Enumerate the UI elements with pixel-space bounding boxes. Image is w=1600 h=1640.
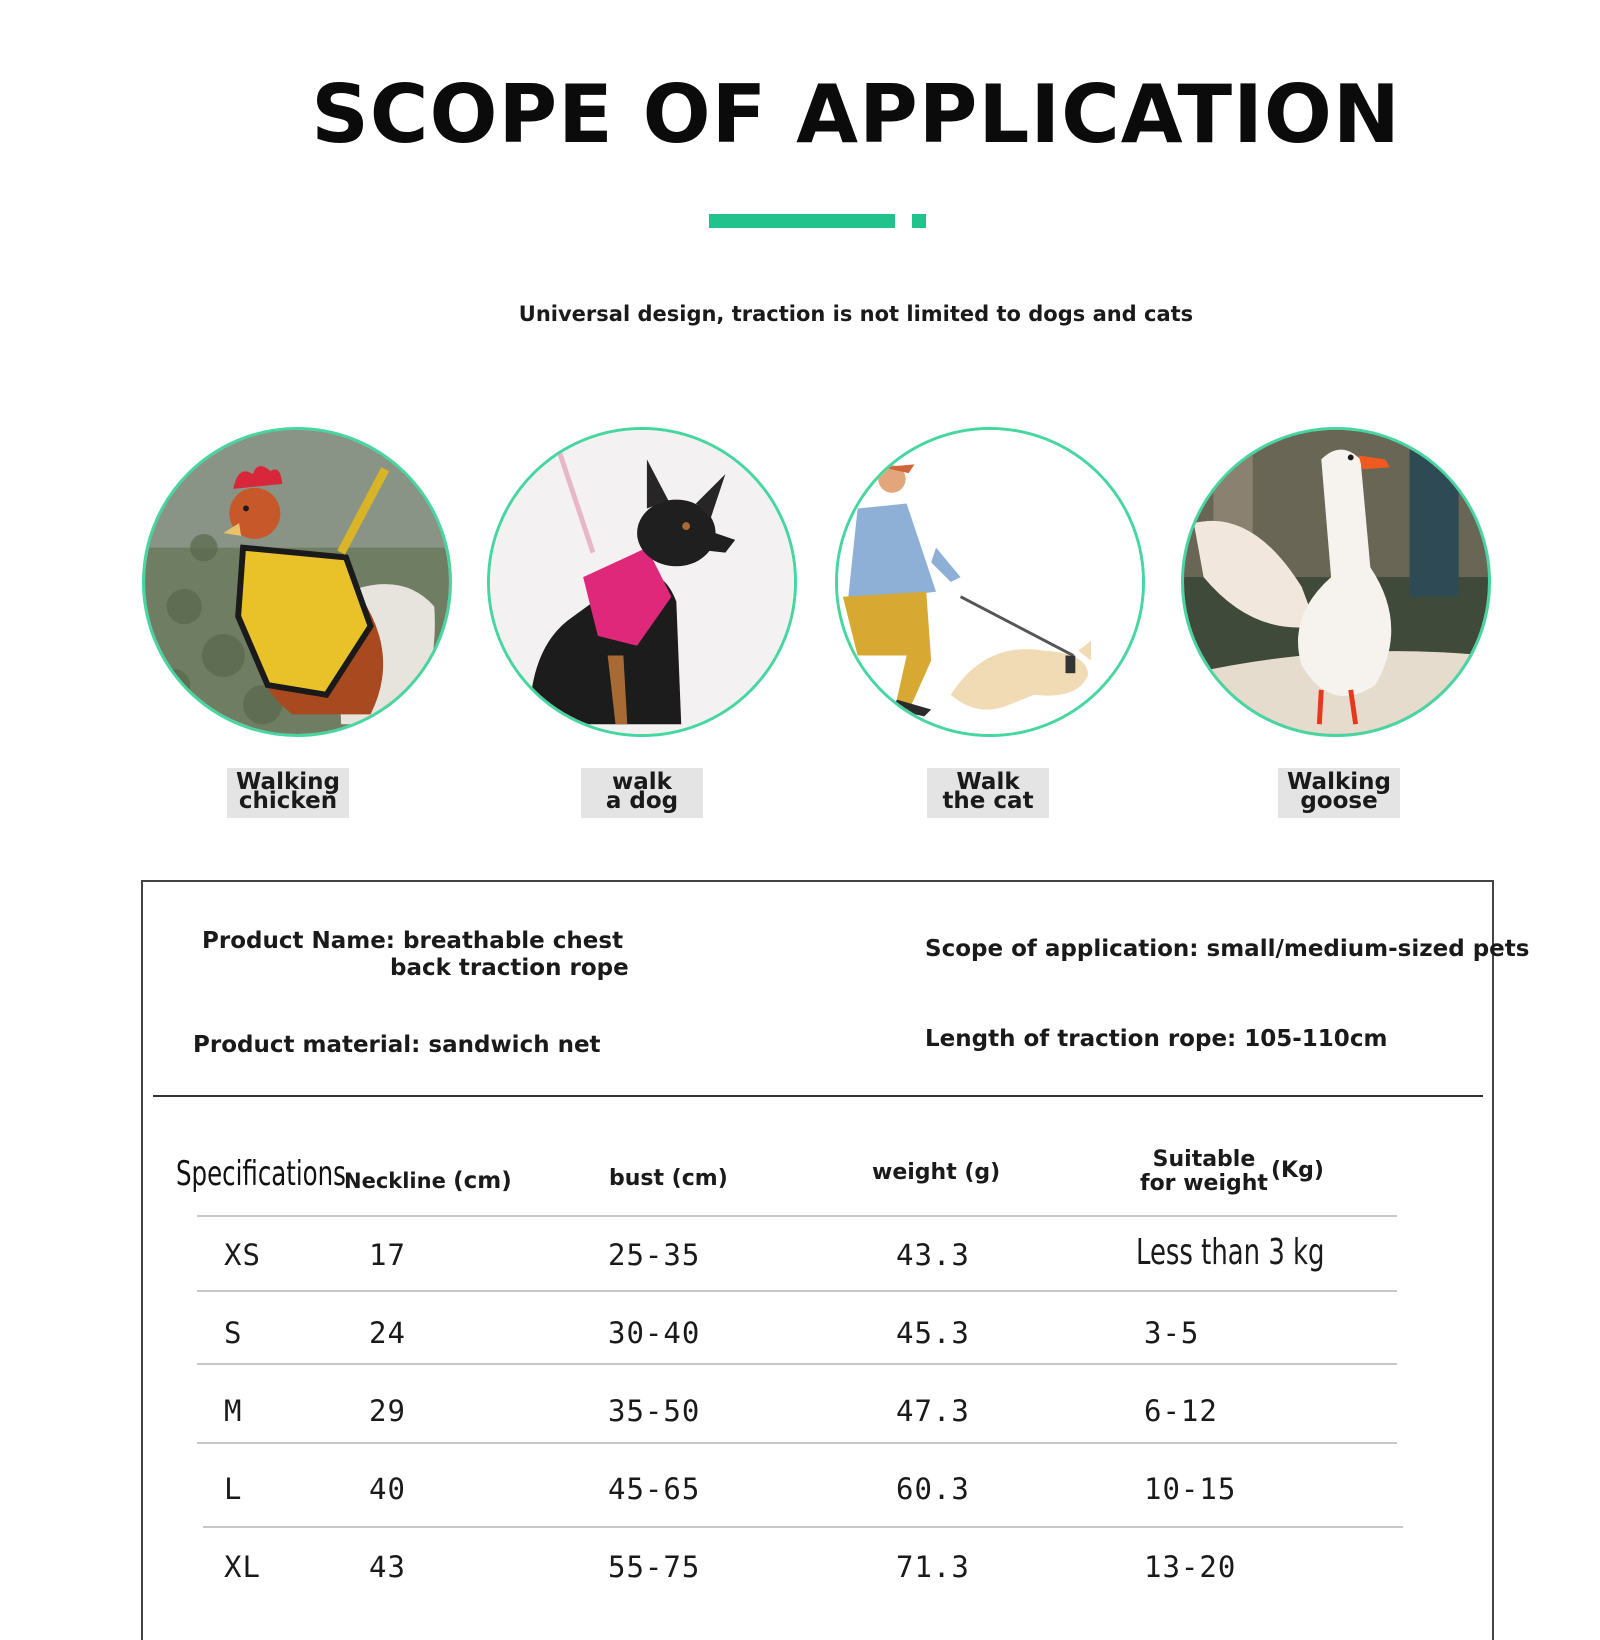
cat-image bbox=[835, 427, 1145, 737]
table-header-neckline bbox=[344, 1168, 512, 1194]
suitable-line1: Suitable bbox=[1152, 1147, 1256, 1172]
cell-neckline: 24 bbox=[369, 1316, 406, 1350]
cell-weight: 60.3 bbox=[896, 1472, 970, 1506]
product-name bbox=[202, 928, 672, 982]
cell-weight: 45.3 bbox=[896, 1316, 970, 1350]
cell-size: S bbox=[224, 1316, 243, 1350]
cell-weight: 71.3 bbox=[896, 1550, 970, 1584]
table-header-suitable bbox=[1140, 1148, 1268, 1196]
cell-neckline: 40 bbox=[369, 1472, 406, 1506]
table-header-size: Specifications bbox=[176, 1154, 346, 1194]
product-scope: Scope of application: small/medium-sized pets bbox=[925, 936, 1530, 962]
cell-suitable: 3-5 bbox=[1144, 1316, 1200, 1350]
table-header-bust: bust (cm) bbox=[609, 1166, 728, 1191]
scene-label-line1: walk bbox=[612, 769, 672, 795]
scene-label-cat bbox=[927, 768, 1049, 818]
table-row-divider bbox=[197, 1215, 1397, 1217]
cell-suitable: 13-20 bbox=[1144, 1550, 1237, 1584]
scene-label-dog bbox=[581, 768, 703, 818]
table-header-weight: weight (g) bbox=[872, 1160, 1001, 1185]
neckline-label: Neckline bbox=[344, 1169, 446, 1193]
rope-length: Length of traction rope: 105-110cm bbox=[925, 1026, 1388, 1052]
scene-label-line2: goose bbox=[1300, 788, 1378, 814]
table-row-divider bbox=[197, 1290, 1397, 1292]
suitable-line2: for weight bbox=[1140, 1171, 1268, 1196]
page-subtitle: Universal design, traction is not limited to dogs and cats bbox=[518, 302, 1194, 326]
table-row-divider bbox=[203, 1526, 1403, 1528]
cell-bust: 25-35 bbox=[608, 1238, 701, 1272]
cell-neckline: 43 bbox=[369, 1550, 406, 1584]
table-row-divider bbox=[197, 1363, 1397, 1365]
cell-suitable: Less than 3 kg bbox=[1136, 1232, 1325, 1273]
cell-suitable: 10-15 bbox=[1144, 1472, 1237, 1506]
scene-label-line2: a dog bbox=[605, 788, 679, 814]
cell-size: XL bbox=[224, 1550, 261, 1584]
cell-weight: 43.3 bbox=[896, 1238, 970, 1272]
accent-dot bbox=[912, 214, 926, 228]
chicken-image bbox=[142, 427, 452, 737]
cell-bust: 35-50 bbox=[608, 1394, 701, 1428]
scene-label-line2: the cat bbox=[942, 788, 1034, 814]
goose-image bbox=[1181, 427, 1491, 737]
scene-label-line1: Walking bbox=[1287, 769, 1391, 795]
product-material: Product material: sandwich net bbox=[193, 1032, 601, 1058]
scene-label-chicken bbox=[227, 768, 349, 818]
cell-neckline: 29 bbox=[369, 1394, 406, 1428]
table-header-suitable-unit: (Kg) bbox=[1271, 1158, 1324, 1183]
page-title: SCOPE OF APPLICATION bbox=[311, 68, 1401, 161]
accent-bar bbox=[709, 214, 895, 228]
neckline-unit: (cm) bbox=[453, 1168, 512, 1194]
product-name-line2: back traction rope bbox=[390, 955, 629, 981]
cell-size: XS bbox=[224, 1238, 261, 1272]
dog-image bbox=[487, 427, 797, 737]
cell-neckline: 17 bbox=[369, 1238, 406, 1272]
scene-label-line1: Walking bbox=[236, 769, 340, 795]
cell-suitable: 6-12 bbox=[1144, 1394, 1218, 1428]
product-name-line1: Product Name: breathable chest bbox=[202, 928, 624, 954]
cell-bust: 55-75 bbox=[608, 1550, 701, 1584]
panel-divider bbox=[153, 1095, 1483, 1097]
scene-label-line1: Walk bbox=[956, 769, 1020, 795]
table-row-divider bbox=[197, 1442, 1397, 1444]
cell-bust: 30-40 bbox=[608, 1316, 701, 1350]
scene-label-goose bbox=[1278, 768, 1400, 818]
scene-label-line2: chicken bbox=[238, 788, 338, 814]
cell-weight: 47.3 bbox=[896, 1394, 970, 1428]
cell-bust: 45-65 bbox=[608, 1472, 701, 1506]
cell-size: M bbox=[224, 1394, 243, 1428]
cell-size: L bbox=[224, 1472, 243, 1506]
